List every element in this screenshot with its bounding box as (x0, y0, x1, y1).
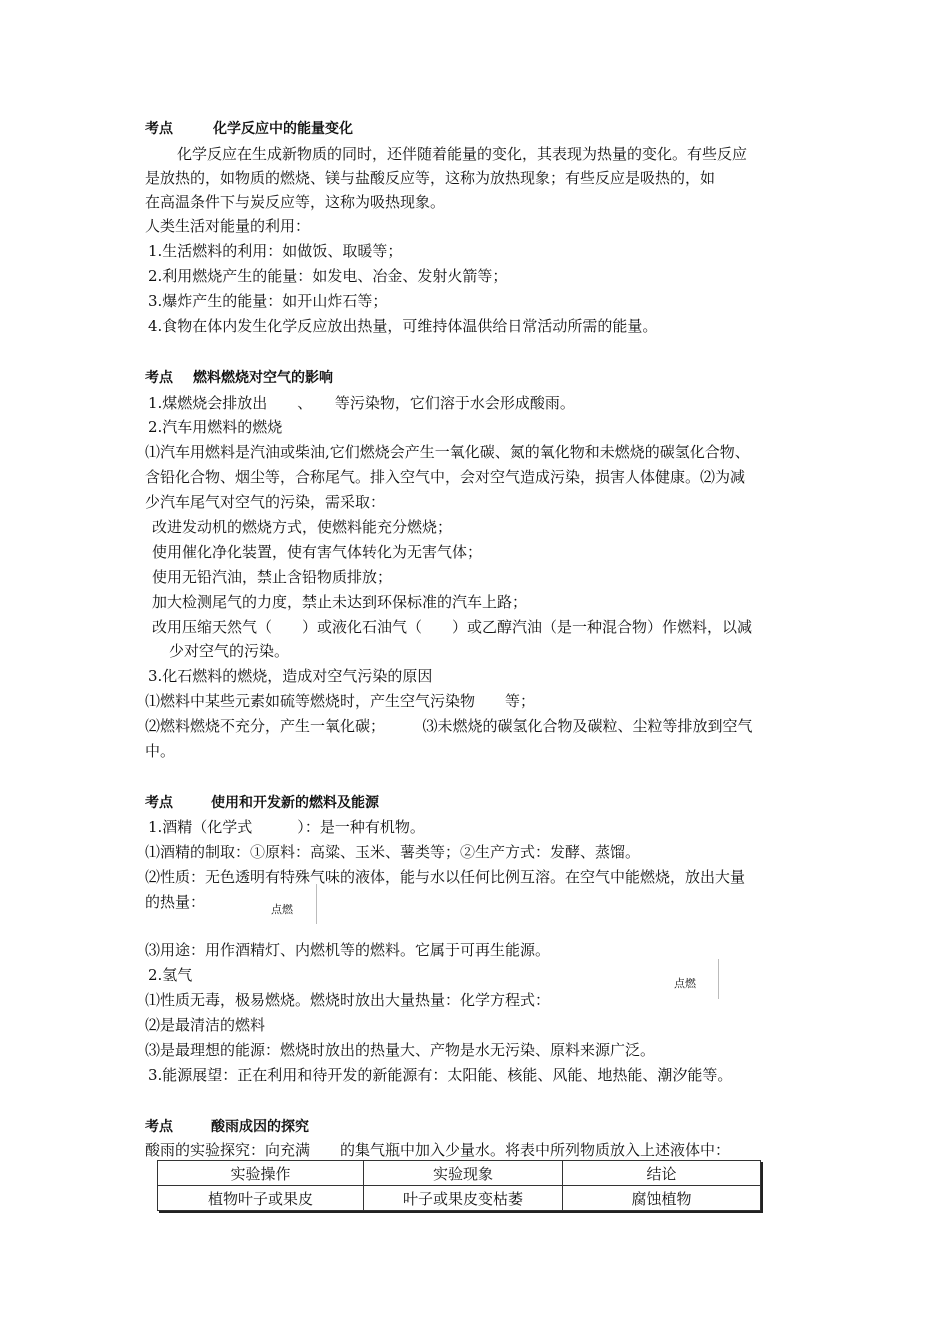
experiment-table (157, 1160, 761, 1211)
table-header-cell: 结论 (563, 1161, 761, 1186)
paragraph-line: 是放热的，如物质的燃烧、镁与盐酸反应等，这称为放热现象；有些反应是吸热的，如 (145, 169, 716, 187)
measure-item: 改用压缩天然气（ ）或液化石油气（ ）或乙醇汽油（是一种混合物）作燃料，以减 (152, 618, 753, 636)
table-row (158, 1186, 761, 1211)
paragraph-line: 化学反应在生成新物质的同时，还伴随着能量的变化，其表现为热量的变化。有些反应 (177, 145, 748, 163)
ignite-label: 点燃 (271, 903, 293, 916)
table-cell: 腐蚀植物 (563, 1186, 761, 1211)
equation-divider (316, 884, 317, 924)
paragraph-line: ⑵性质：无色透明有特殊气味的液体，能与水以任何比例互溶。在空气中能燃烧，放出大量 (145, 868, 746, 886)
paragraph-line: ⑴酒精的制取：①原料：高粱、玉米、薯类等；②生产方式：发酵、蒸馏。 (145, 843, 641, 861)
paragraph-line: ⑶用途：用作酒精灯、内燃机等的燃料。它属于可再生能源。 (145, 941, 551, 959)
paragraph-line: ⑵燃料燃烧不充分，产生一氧化碳； ⑶未燃烧的碳氢化合物及碳粒、尘粒等排放到空气 (145, 717, 753, 735)
paragraph-line: ⑴燃料中某些元素如硫等燃烧时，产生空气污染物 等； (145, 692, 536, 710)
section-2-heading (145, 367, 333, 389)
section-1-heading (145, 118, 353, 140)
paragraph-line: 1.煤燃烧会排放出 、 等污染物，它们溶于水会形成酸雨。 (148, 394, 575, 412)
measure-item: 使用催化净化装置，使有害气体转化为无害气体； (152, 543, 483, 561)
paragraph-line: ⑵是最清洁的燃料 (145, 1016, 266, 1034)
section-label: 考点 (145, 795, 173, 811)
section-3-heading (145, 792, 379, 814)
paragraph-line: 的热量： (145, 893, 206, 911)
paragraph-line: 3.化石燃料的燃烧，造成对空气污染的原因 (148, 667, 433, 685)
list-item: 3.爆炸产生的能量：如开山炸石等； (148, 292, 388, 310)
paragraph-line: 含铅化合物、烟尘等，合称尾气。排入空气中，会对空气造成污染，损害人体健康。⑵为减 (145, 468, 746, 486)
equation-divider (718, 959, 719, 999)
paragraph-line: 人类生活对能量的利用： (145, 217, 311, 235)
section-title: 化学反应中的能量变化 (213, 121, 353, 137)
paragraph-line: ⑴性质无毒，极易燃烧。燃烧时放出大量热量：化学方程式： (145, 991, 551, 1009)
section-title: 酸雨成因的探究 (211, 1119, 309, 1135)
paragraph-line: 2.汽车用燃料的燃烧 (148, 418, 283, 436)
paragraph-line: 酸雨的实验探究：向充满 的集气瓶中加入少量水。将表中所列物质放入上述液体中： (145, 1141, 731, 1159)
ignite-label: 点燃 (674, 977, 696, 990)
paragraph-line: 少汽车尾气对空气的污染，需采取： (145, 493, 386, 511)
measure-item: 加大检测尾气的力度，禁止未达到环保标准的汽车上路； (152, 593, 528, 611)
measure-item: 改进发动机的燃烧方式，使燃料能充分燃烧； (152, 518, 453, 536)
section-label: 考点 (145, 370, 173, 386)
section-4-heading (145, 1116, 309, 1138)
table-header-cell: 实验操作 (158, 1161, 364, 1186)
section-title: 燃料燃烧对空气的影响 (193, 370, 333, 386)
table-header-cell: 实验现象 (364, 1161, 563, 1186)
paragraph-line: ⑴汽车用燃料是汽油或柴油,它们燃烧会产生一氧化碳、氮的氧化物和未燃烧的碳氢化合物、 (145, 443, 750, 461)
paragraph-line: 1.酒精（化学式 ）：是一种有机物。 (148, 818, 425, 836)
list-item: 4.食物在体内发生化学反应放出热量，可维持体温供给日常活动所需的能量。 (148, 317, 658, 335)
section-title: 使用和开发新的燃料及能源 (211, 795, 379, 811)
table-cell: 叶子或果皮变枯萎 (364, 1186, 563, 1211)
list-item: 1.生活燃料的利用：如做饭、取暖等； (148, 242, 403, 260)
section-label: 考点 (145, 121, 173, 137)
paragraph-line: 在高温条件下与炭反应等，这称为吸热现象。 (145, 193, 446, 211)
measure-item-continued: 少对空气的污染。 (169, 642, 290, 660)
measure-item: 使用无铅汽油，禁止含铅物质排放； (152, 568, 393, 586)
paragraph-line: 中。 (145, 742, 176, 760)
paragraph-line: 3.能源展望：正在利用和待开发的新能源有：太阳能、核能、风能、地热能、潮汐能等。 (148, 1066, 733, 1084)
table-cell: 植物叶子或果皮 (158, 1186, 364, 1211)
list-item: 2.利用燃烧产生的能量：如发电、冶金、发射火箭等； (148, 267, 508, 285)
paragraph-line: ⑶是最理想的能源：燃烧时放出的热量大、产物是水无污染、原料来源广泛。 (145, 1041, 656, 1059)
table-header-row (158, 1161, 761, 1186)
section-label: 考点 (145, 1119, 173, 1135)
paragraph-line: 2.氢气 (148, 966, 193, 984)
